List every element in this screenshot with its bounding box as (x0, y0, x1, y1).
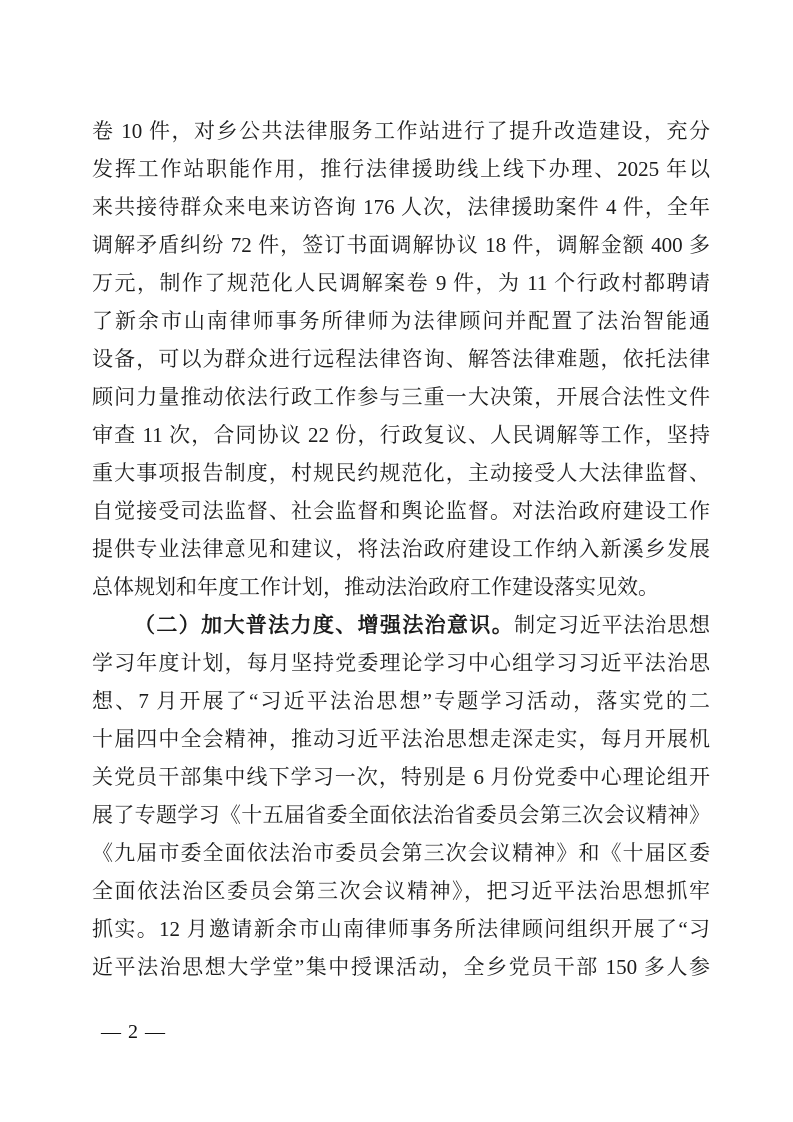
section-heading-bold: （二）加大普法力度、增强法治意识。 (134, 614, 515, 637)
text-line: 审查 11 次，合同协议 22 份，行政复议、人民调解等工作，坚持 (92, 423, 710, 447)
section-heading-rest: 制定习近平法治思想 (514, 613, 710, 637)
text-line: 十届四中全会精神，推动习近平法治思想走深走实，每月开展机 (92, 727, 710, 751)
text-line-paragraph-end: 总体规划和年度工作计划，推动法治政府工作建设落实见效。 (92, 575, 659, 599)
text-line: 卷 10 件，对乡公共法律服务工作站进行了提升改造建设，充分 (92, 119, 710, 143)
text-line: 《九届市委全面依法治市委员会第三次会议精神》和《十届区委 (92, 841, 710, 865)
page-number: — 2 — (101, 1021, 166, 1043)
section-heading-line (92, 606, 710, 644)
text-line: 想、7 月开展了“习近平法治思想”专题学习活动，落实党的二 (92, 689, 710, 713)
text-line: 学习年度计划，每月坚持党委理论学习中心组学习习近平法治思 (92, 651, 710, 675)
text-line: 了新余市山南律师事务所律师为法律顾问并配置了法治智能通 (92, 309, 710, 333)
document-body (92, 112, 710, 986)
text-line: 万元，制作了规范化人民调解案卷 9 件，为 11 个行政村都聘请 (92, 271, 710, 295)
text-line: 自觉接受司法监督、社会监督和舆论监督。对法治政府建设工作 (92, 499, 710, 523)
text-line: 提供专业法律意见和建议，将法治政府建设工作纳入新溪乡发展 (92, 537, 710, 561)
text-line: 全面依法治区委员会第三次会议精神》，把习近平法治思想抓牢 (92, 879, 710, 903)
text-line: 抓实。12 月邀请新余市山南律师事务所法律顾问组织开展了“习 (92, 917, 710, 941)
text-line: 发挥工作站职能作用，推行法律援助线上线下办理、2025 年以 (92, 157, 710, 181)
text-line: 来共接待群众来电来访咨询 176 人次，法律援助案件 4 件，全年 (92, 195, 710, 219)
text-line: 设备，可以为群众进行远程法律咨询、解答法律难题，依托法律 (92, 347, 710, 371)
text-line: 展了专题学习《十五届省委全面依法治省委员会第三次会议精神》 (92, 803, 710, 827)
text-line: 顾问力量推动依法行政工作参与三重一大决策，开展合法性文件 (92, 385, 710, 409)
text-line: 重大事项报告制度，村规民约规范化，主动接受人大法律监督、 (92, 461, 710, 485)
text-line: 关党员干部集中线下学习一次，特别是 6 月份党委中心理论组开 (92, 765, 710, 789)
text-line: 调解矛盾纠纷 72 件，签订书面调解协议 18 件，调解金额 400 多 (92, 233, 710, 257)
text-line: 近平法治思想大学堂”集中授课活动，全乡党员干部 150 多人参 (92, 955, 710, 979)
